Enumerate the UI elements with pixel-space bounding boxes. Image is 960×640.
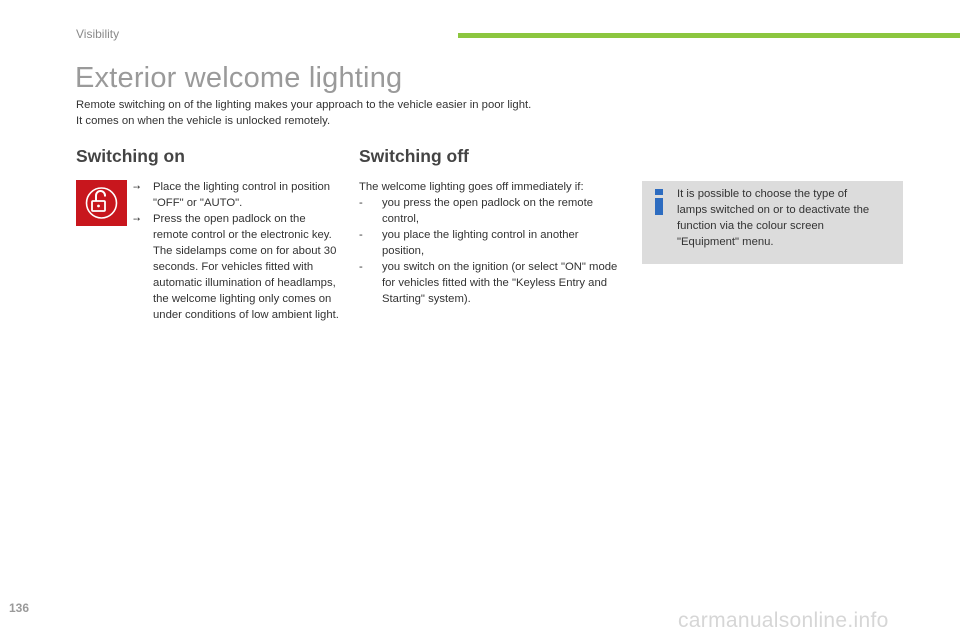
- dash-bullet: -: [359, 229, 363, 241]
- switching-off-list: [359, 195, 621, 307]
- list-item: [133, 179, 343, 211]
- switching-off-heading: Switching off: [359, 146, 469, 166]
- switching-off-block: [359, 179, 621, 307]
- open-padlock-icon: [76, 180, 127, 226]
- dash-bullet: -: [359, 261, 363, 273]
- intro-line-1: Remote switching on of the lighting makes your approach to the vehicle easier in poor light.: [76, 99, 532, 111]
- list-item-text: you place the lighting control in another position,: [382, 229, 579, 257]
- list-item-text: you press the open padlock on the remote control,: [382, 197, 594, 225]
- section-accent-bar: [458, 33, 960, 38]
- list-item-text: Place the lighting control in position "OFF" or "AUTO".: [153, 181, 331, 209]
- section-label: Visibility: [76, 27, 120, 41]
- switching-on-heading: Switching on: [76, 146, 185, 166]
- open-padlock-tile: [76, 180, 127, 226]
- arrow-bullet-icon: ➙: [133, 214, 141, 224]
- page-title: Exterior welcome lighting: [75, 62, 403, 94]
- arrow-bullet-icon: ➙: [133, 182, 141, 192]
- list-item: [133, 211, 343, 323]
- switching-off-intro: The welcome lighting goes off immediately if:: [359, 181, 584, 193]
- watermark: carmanualsonline.info: [678, 609, 889, 632]
- list-item: [359, 227, 621, 259]
- switching-on-list: [133, 179, 343, 323]
- list-item-text: you switch on the ignition (or select "ON" mode for vehicles fitted with the "Keyless Entry and Starting" system).: [382, 261, 618, 305]
- list-item-note: The sidelamps come on for about 30 seconds. For vehicles fitted with automatic illumination of headlamps, the welcome lighting only comes on under conditions of low ambient light.: [153, 245, 339, 321]
- list-item: [359, 259, 621, 307]
- list-item-text: Press the open padlock on the remote control or the electronic key.: [153, 213, 332, 241]
- info-box: [642, 181, 903, 264]
- info-text: It is possible to choose the type of lamps switched on or to deactivate the function via the colour screen "Equipment" menu.: [677, 188, 870, 248]
- list-item: [359, 195, 621, 227]
- intro-text: [76, 97, 636, 129]
- dash-bullet: -: [359, 197, 363, 209]
- intro-line-2: It comes on when the vehicle is unlocked remotely.: [76, 115, 331, 127]
- page-number: 136: [9, 601, 30, 615]
- info-icon: [654, 189, 664, 215]
